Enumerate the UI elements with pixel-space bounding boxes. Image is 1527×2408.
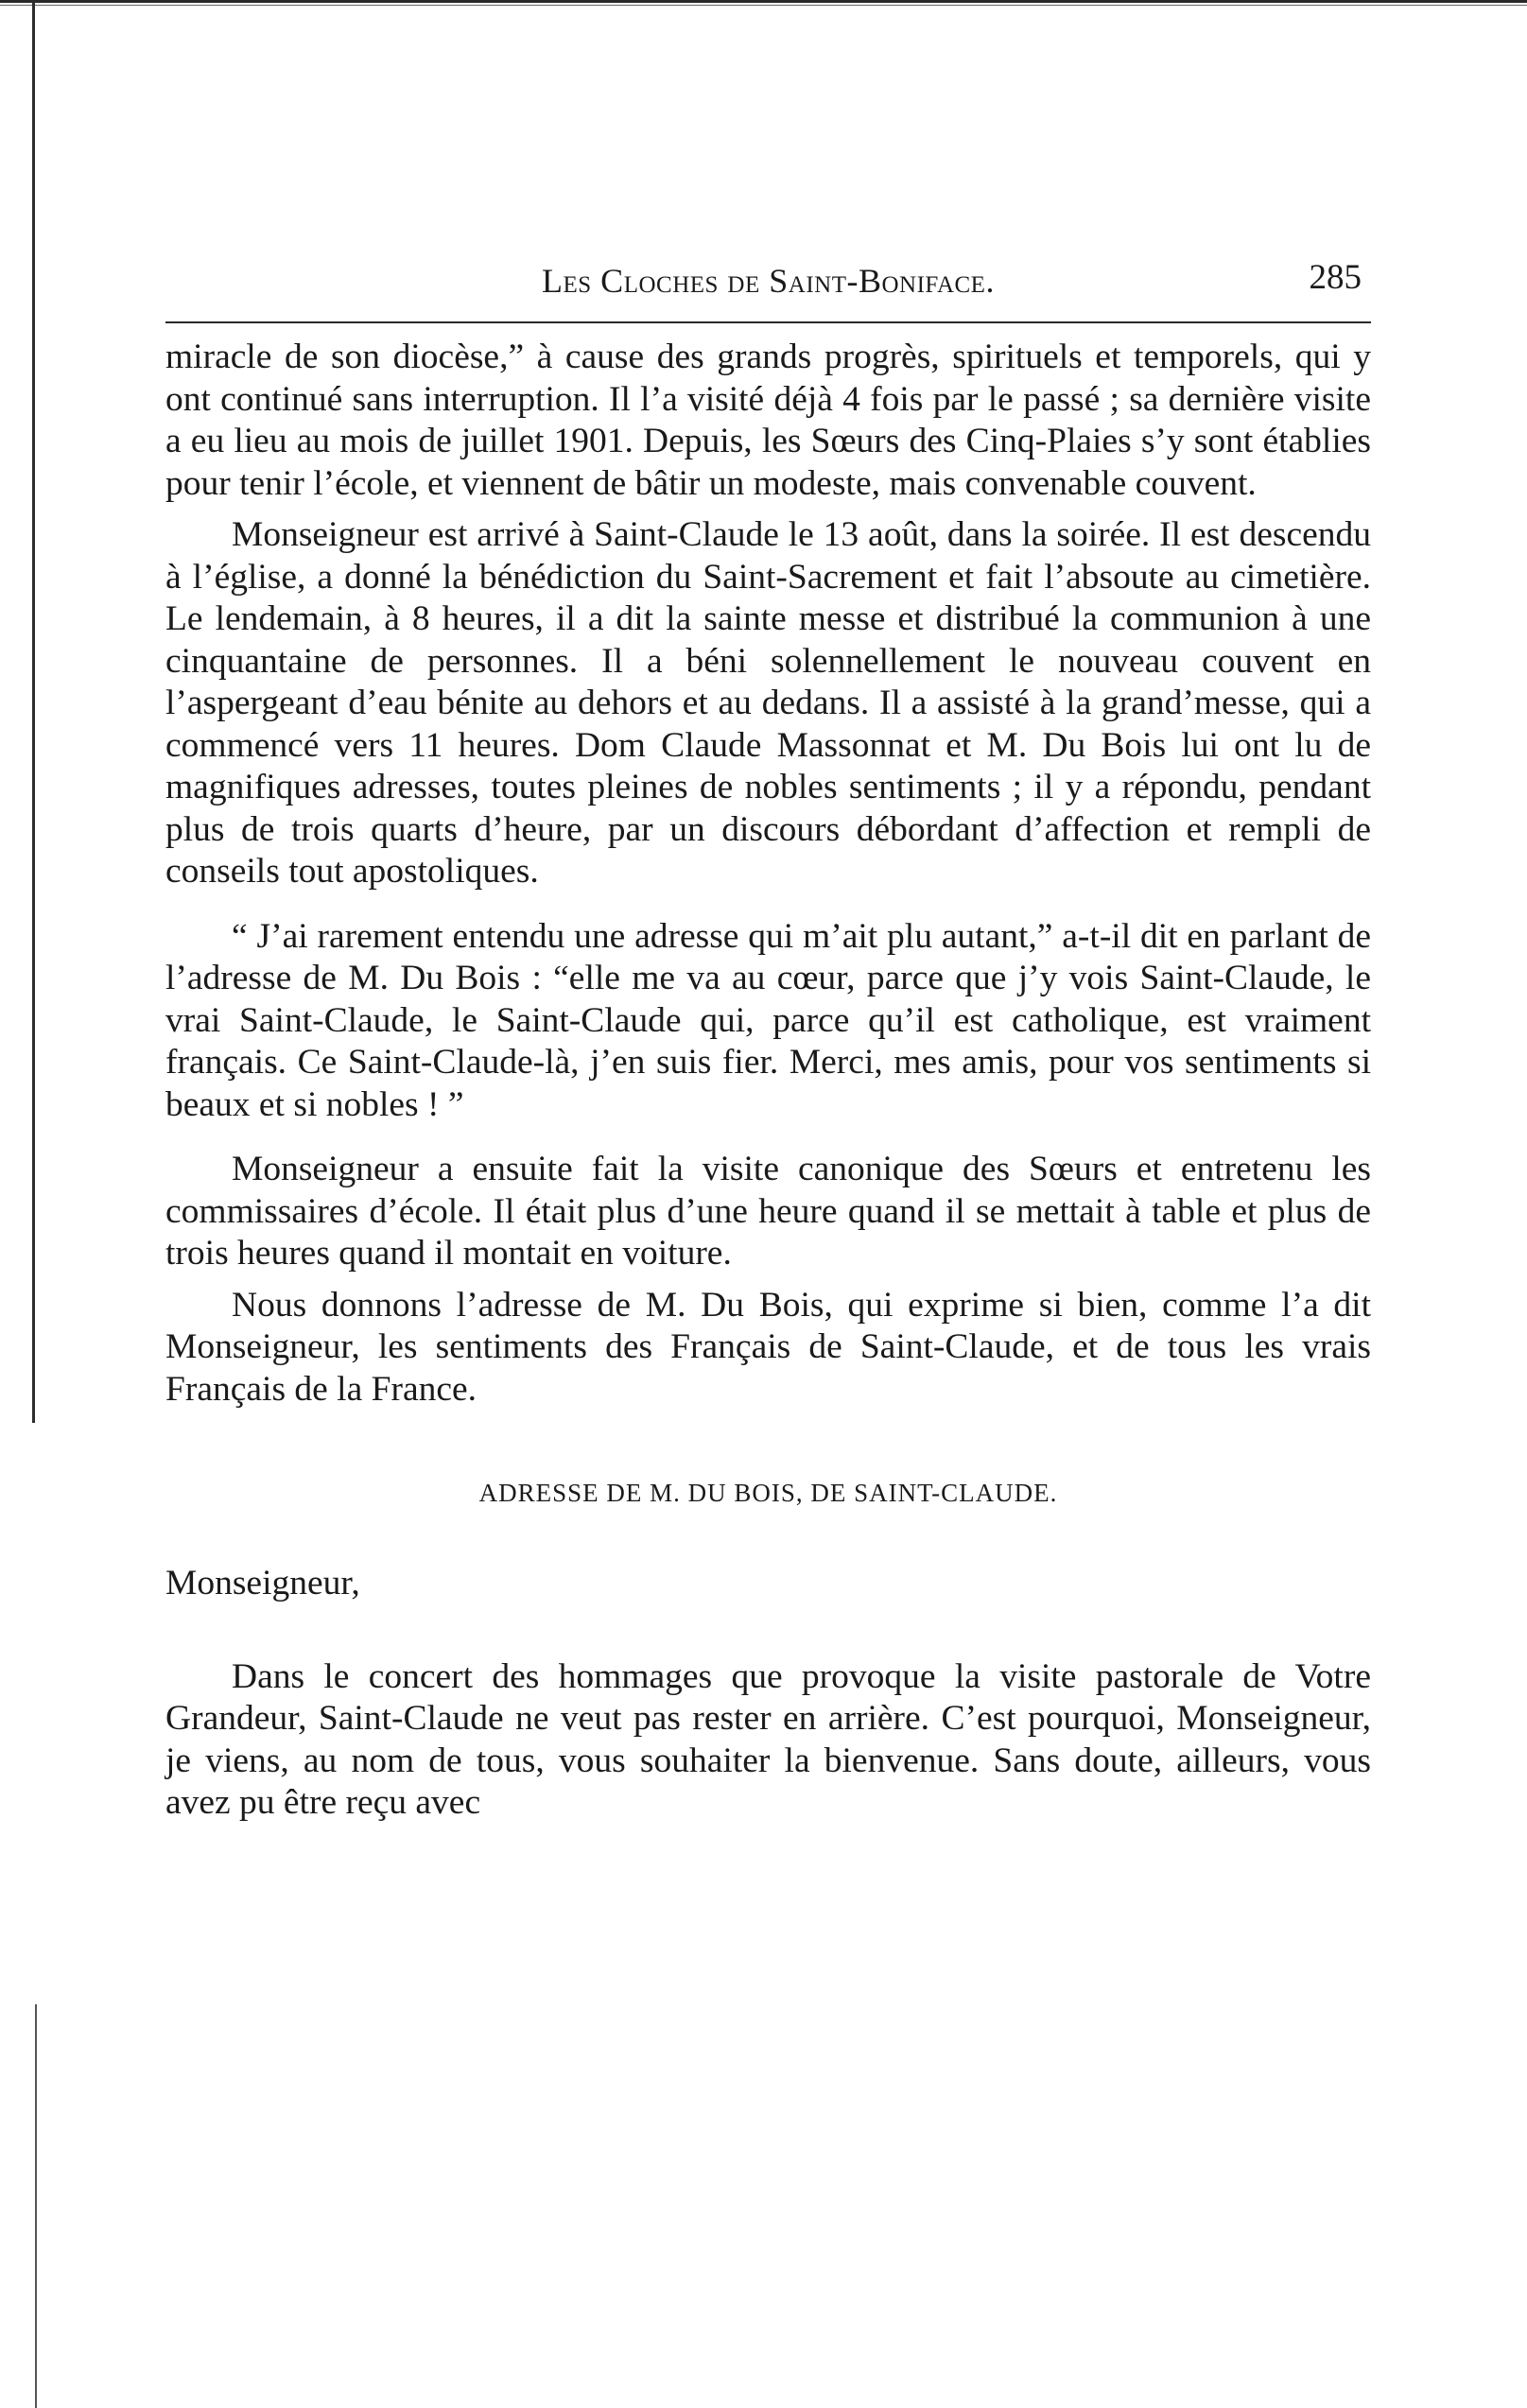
salutation: Monseigneur, [165, 1564, 360, 1602]
header-rule [165, 321, 1371, 323]
section-heading: ADRESSE DE M. DU BOIS, DE SAINT-CLAUDE. [478, 1479, 1058, 1507]
binding-shadow-line-lower [35, 2004, 37, 2408]
paragraph-address-body: Dans le concert des hommages que provoque la visite pastorale de Votre Grandeur, Saint-Claude ne veut pas rester en arrière. C’est pourquoi, Monseigneur, je viens, au nom de tous, vous souhaiter la bienvenue. Sans doute, ailleurs, vous avez pu être reçu avec [165, 1656, 1371, 1822]
page-number: 285 [1309, 258, 1362, 297]
book-page [165, 253, 1371, 1825]
paragraph-canonical-visit: Monseigneur a ensuite fait la visite canonique des Sœurs et entretenu les commissaires d’école. Il était plus d’une heure quand il se mettait à table et plus de trois heures quand il montait en voiture. [165, 1150, 1371, 1273]
running-header [165, 253, 1371, 321]
binding-shadow-line [32, 0, 35, 1423]
running-title: Les Cloches de Saint-Boniface. [542, 262, 995, 300]
paragraph-quote: “ J’ai rarement entendu une adresse qui m’ait plu autant,” a-t-il dit en parlant de l’adresse de M. Du Bois : “elle me va au cœur, parce que j’y vois Saint-Claude, le vrai Saint-Claude, le Saint-Claude qui, parce qu’il est catholique, est vraiment français. Ce Saint-Claude-là, j’en suis fier. Merci, mes amis, pour vos sentiments si beaux et si nobles ! ” [165, 916, 1371, 1124]
top-edge-rule [0, 0, 1527, 9]
paragraph-continuation: miracle de son diocèse,” à cause des grands progrès, spirituels et temporels, qui y ont continué sans interruption. Il l’a visité déjà 4 fois par le passé ; sa dernière visite a eu lieu au mois de juillet 1901. Depuis, les Sœurs des Cinq-Plaies s’y sont établies pour tenir l’école, et viennent de bâtir un modeste, mais convenable couvent. [165, 338, 1371, 503]
paragraph-arrival: Monseigneur est arrivé à Saint-Claude le 13 août, dans la soirée. Il est descendu à l’église, a donné la bénédiction du Saint-Sacrement et fait l’absoute au cimetière. Le lendemain, à 8 heures, il a dit la sainte messe et distribué la communion à une cinquantaine de personnes. Il a béni solennellement le nouveau couvent en l’aspergeant d’eau bénite au dehors et au dedans. Il a assisté à la grand’messe, qui a commencé vers 11 heures. Dom Claude Massonnat et M. Du Bois lui ont lu de magnifiques adresses, toutes pleines de nobles sentiments ; il y a répondu, pendant plus de trois quarts d’heure, par un discours débordant d’affection et rempli de conseils tout apostoliques. [165, 515, 1371, 891]
paragraph-address-intro: Nous donnons l’adresse de M. Du Bois, qui exprime si bien, comme l’a dit Monseigneur, les sentiments des Français de Saint-Claude, et de tous les vrais Français de la France. [165, 1285, 1371, 1409]
